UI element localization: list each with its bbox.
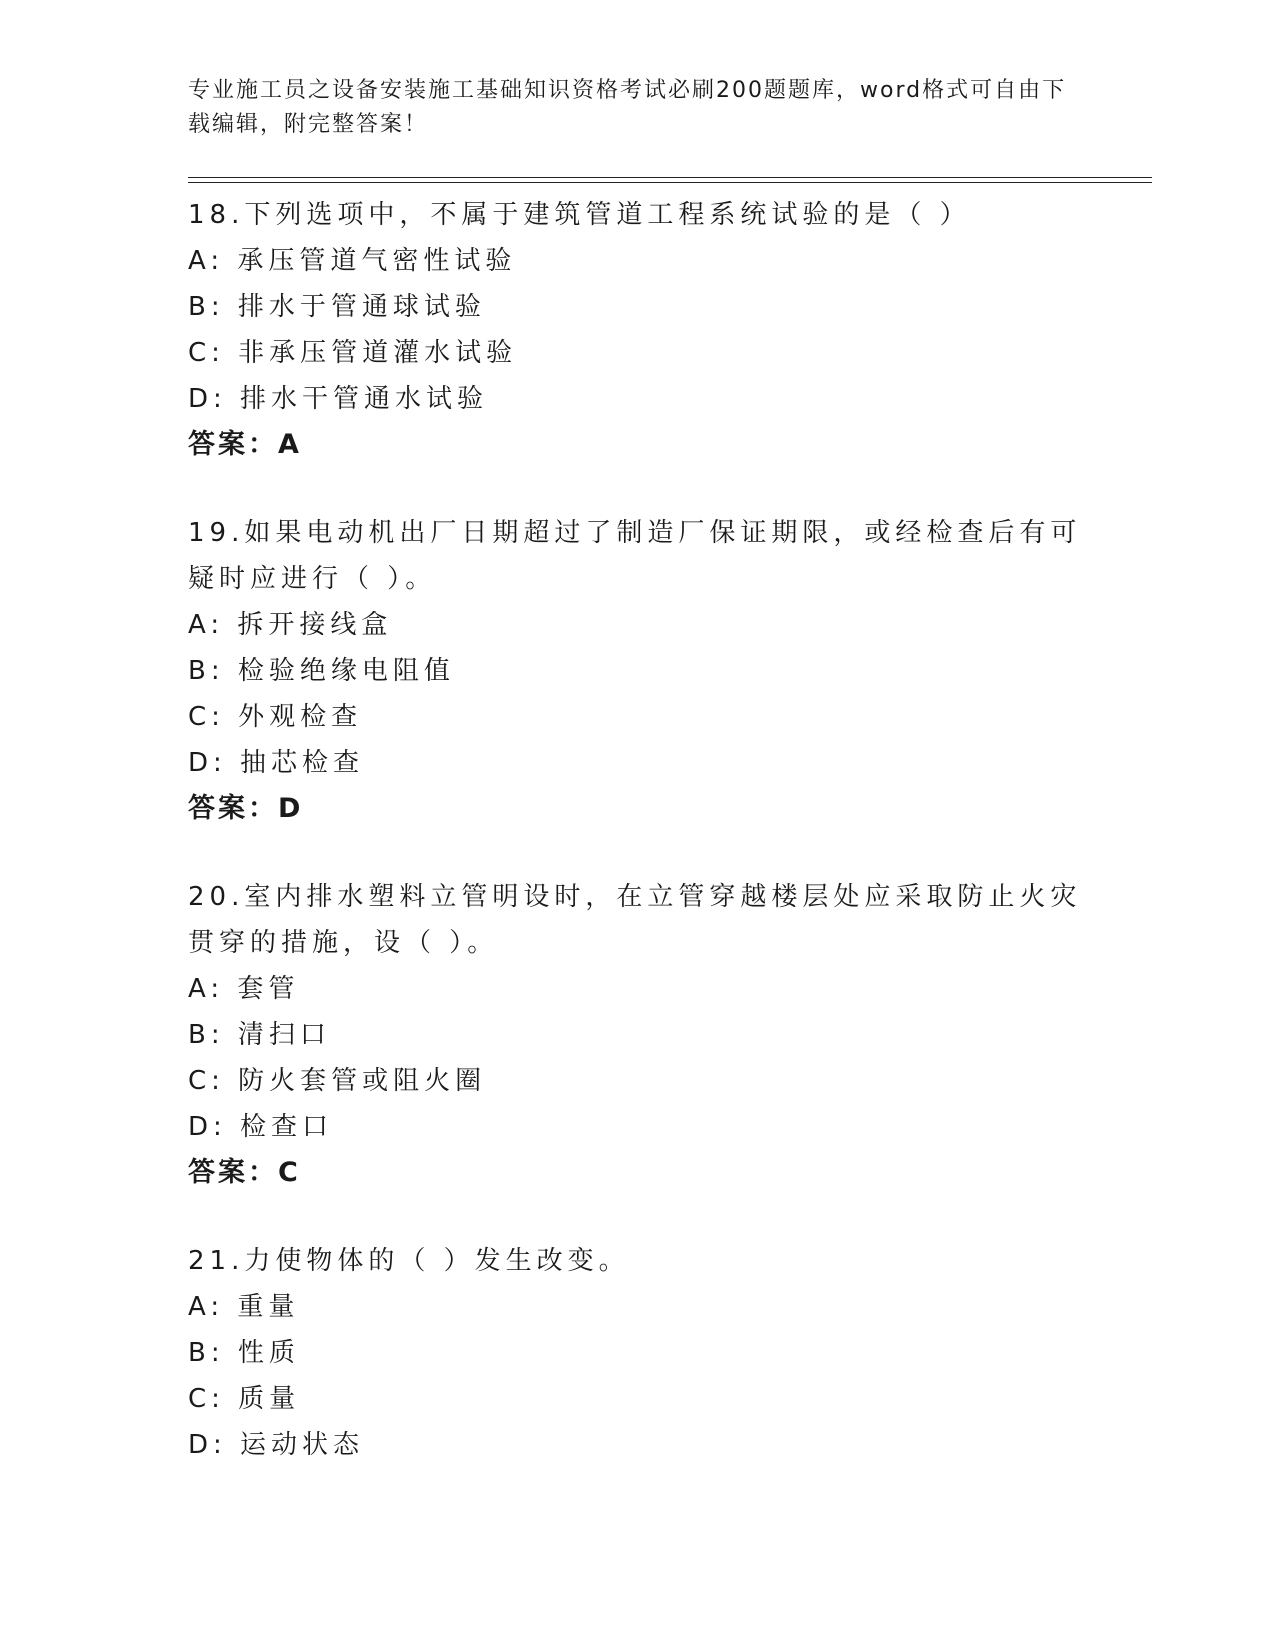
header-divider-top: [188, 177, 1152, 178]
option-c: C: 外观检查: [188, 702, 363, 732]
answer-line: 答案：A: [188, 429, 302, 460]
question-stem: 21.力使物体的（ ）发生改变。: [188, 1246, 630, 1276]
option-c: C: 质量: [188, 1384, 301, 1414]
question-list: [188, 192, 1088, 1468]
option-d: D: 检查口: [188, 1112, 334, 1142]
option-d: D: 抽芯检查: [188, 748, 365, 778]
question-18: [188, 192, 1088, 468]
option-a: A: 承压管道气密性试验: [188, 246, 517, 276]
option-b: B: 清扫口: [188, 1020, 331, 1050]
option-d: D: 运动状态: [188, 1430, 365, 1460]
question-stem: 19.如果电动机出厂日期超过了制造厂保证期限，或经检查后有可疑时应进行（ ）。: [188, 518, 1082, 594]
option-d: D: 排水干管通水试验: [188, 384, 489, 414]
question-20: [188, 874, 1088, 1196]
question-19: [188, 510, 1088, 832]
answer-line: 答案：D: [188, 793, 304, 824]
question-stem: 20.室内排水塑料立管明设时，在立管穿越楼层处应采取防止火灾贯穿的措施，设（ ）。: [188, 882, 1082, 958]
option-a: A: 套管: [188, 974, 300, 1004]
answer-line: 答案：C: [188, 1157, 301, 1188]
option-a: A: 拆开接线盒: [188, 610, 393, 640]
option-c: C: 防火套管或阻火圈: [188, 1066, 487, 1096]
document-header: 专业施工员之设备安装施工基础知识资格考试必刷200题题库，word格式可自由下载编辑，附完整答案！: [188, 78, 1067, 137]
question-21: [188, 1238, 1088, 1468]
header-divider-bottom: [188, 182, 1152, 183]
option-b: B: 性质: [188, 1338, 300, 1368]
option-c: C: 非承压管道灌水试验: [188, 338, 518, 368]
option-a: A: 重量: [188, 1292, 300, 1322]
question-stem: 18.下列选项中，不属于建筑管道工程系统试验的是（ ）: [188, 200, 971, 230]
option-b: B: 排水于管通球试验: [188, 292, 486, 322]
option-b: B: 检验绝缘电阻值: [188, 656, 455, 686]
